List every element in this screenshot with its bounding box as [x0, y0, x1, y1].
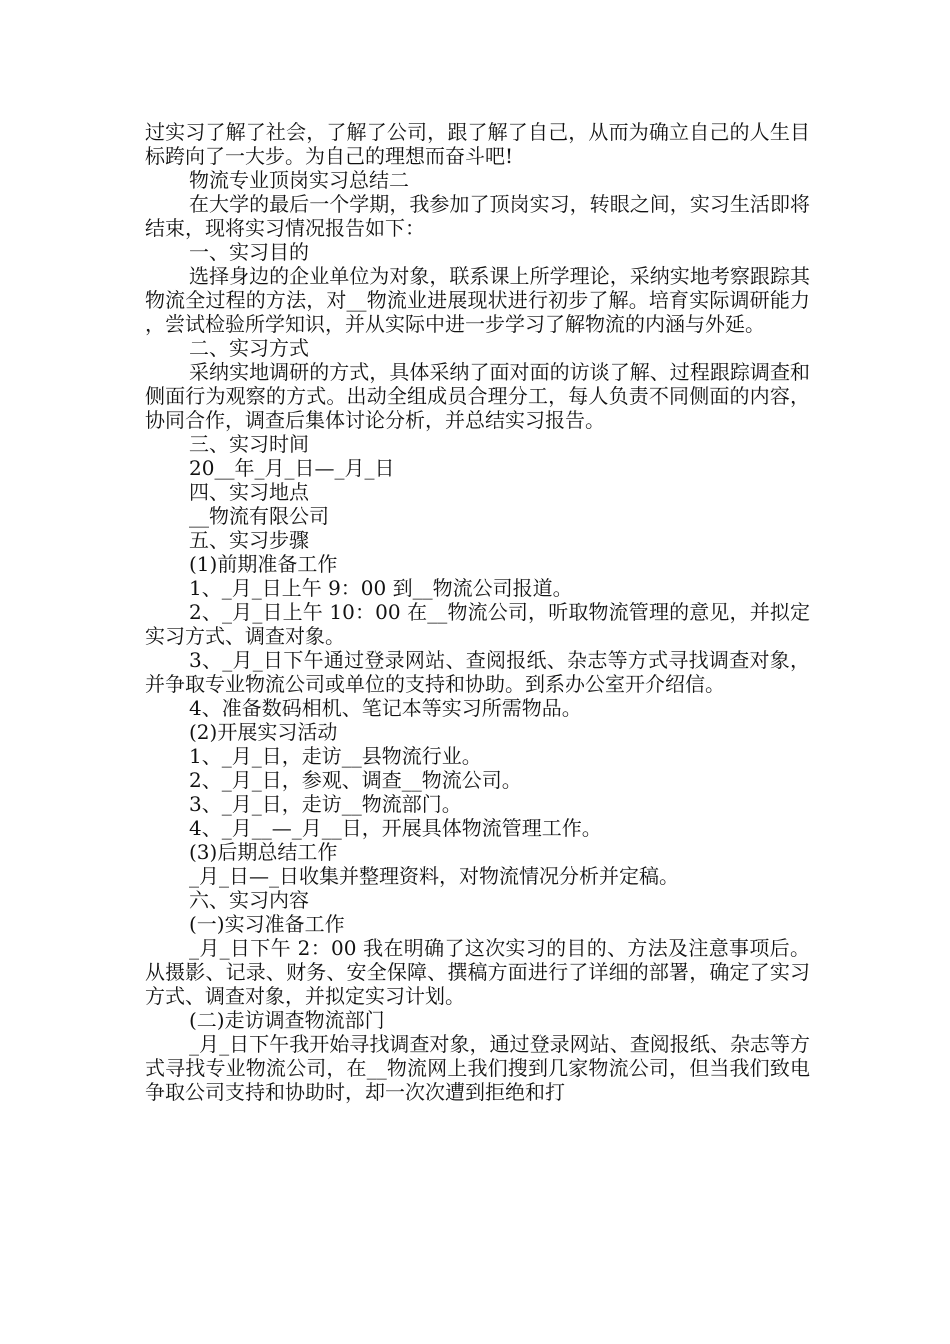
paragraph: 20__年_月_日—_月_日 — [189, 456, 395, 480]
paragraph: 选择身边的企业单位为对象，联系课上所学理论，采纳实地考察跟踪其物流全过程的方法，对__物流业进展现状进行初步了解。培育实际调研能力，尝试检验所学知识，并从实际中进一步学习了解物流的内涵与外延。 — [145, 264, 810, 336]
paragraph: (一)实习准备工作 — [189, 912, 345, 936]
paragraph: 2、_月_日上午 10：00 在__物流公司，听取物流管理的意见，并拟定实习方式、调查对象。 — [145, 600, 810, 648]
paragraph: 1、_月_日，走访__县物流行业。 — [189, 744, 482, 768]
paragraph: 1、_月_日上午 9：00 到__物流公司报道。 — [189, 576, 573, 600]
paragraph: 2、_月_日，参观、调查__物流公司。 — [189, 768, 522, 792]
paragraph: 六、实习内容 — [189, 888, 309, 912]
paragraph: 4、准备数码相机、笔记本等实习所需物品。 — [189, 696, 582, 720]
paragraph: 4、_月__—_月__日，开展具体物流管理工作。 — [189, 816, 602, 840]
paragraph: 物流专业顶岗实习总结二 — [189, 168, 409, 192]
paragraph: 三、实习时间 — [189, 432, 309, 456]
paragraph: (3)后期总结工作 — [189, 840, 338, 864]
paragraph: 二、实习方式 — [189, 336, 309, 360]
paragraph: _月_日下午我开始寻找调查对象，通过登录网站、查阅报纸、杂志等方式寻找专业物流公司，在__物流网上我们搜到几家物流公司，但当我们致电争取公司支持和协助时，却一次次遭到拒绝和打 — [145, 1032, 810, 1104]
paragraph: 四、实习地点 — [189, 480, 309, 504]
document-body — [145, 120, 810, 1104]
paragraph: _月_日—_日收集并整理资料，对物流情况分析并定稿。 — [189, 864, 679, 888]
paragraph: 采纳实地调研的方式，具体采纳了面对面的访谈了解、过程跟踪调查和侧面行为观察的方式。出动全组成员合理分工，每人负责不同侧面的内容，协同合作，调查后集体讨论分析，并总结实习报告。 — [145, 360, 810, 432]
paragraph: 过实习了解了社会，了解了公司，跟了解了自己，从而为确立自己的人生目标跨向了一大步。为自己的理想而奋斗吧! — [145, 120, 810, 168]
paragraph: (1)前期准备工作 — [189, 552, 338, 576]
paragraph: 3、_月_日，走访__物流部门。 — [189, 792, 462, 816]
paragraph: __物流有限公司 — [189, 504, 329, 528]
paragraph: 3、_月_日下午通过登录网站、查阅报纸、杂志等方式寻找调查对象，并争取专业物流公司或单位的支持和协助。到系办公室开介绍信。 — [145, 648, 810, 696]
paragraph: 五、实习步骤 — [189, 528, 309, 552]
paragraph: 一、实习目的 — [189, 240, 309, 264]
paragraph: (二)走访调查物流部门 — [189, 1008, 385, 1032]
paragraph: 在大学的最后一个学期，我参加了顶岗实习，转眼之间，实习生活即将结束，现将实习情况报告如下： — [145, 192, 810, 240]
paragraph: _月_日下午 2：00 我在明确了这次实习的目的、方法及注意事项后。从摄影、记录、财务、安全保障、撰稿方面进行了详细的部署，确定了实习方式、调查对象，并拟定实习计划。 — [145, 936, 810, 1008]
paragraph: (2)开展实习活动 — [189, 720, 338, 744]
